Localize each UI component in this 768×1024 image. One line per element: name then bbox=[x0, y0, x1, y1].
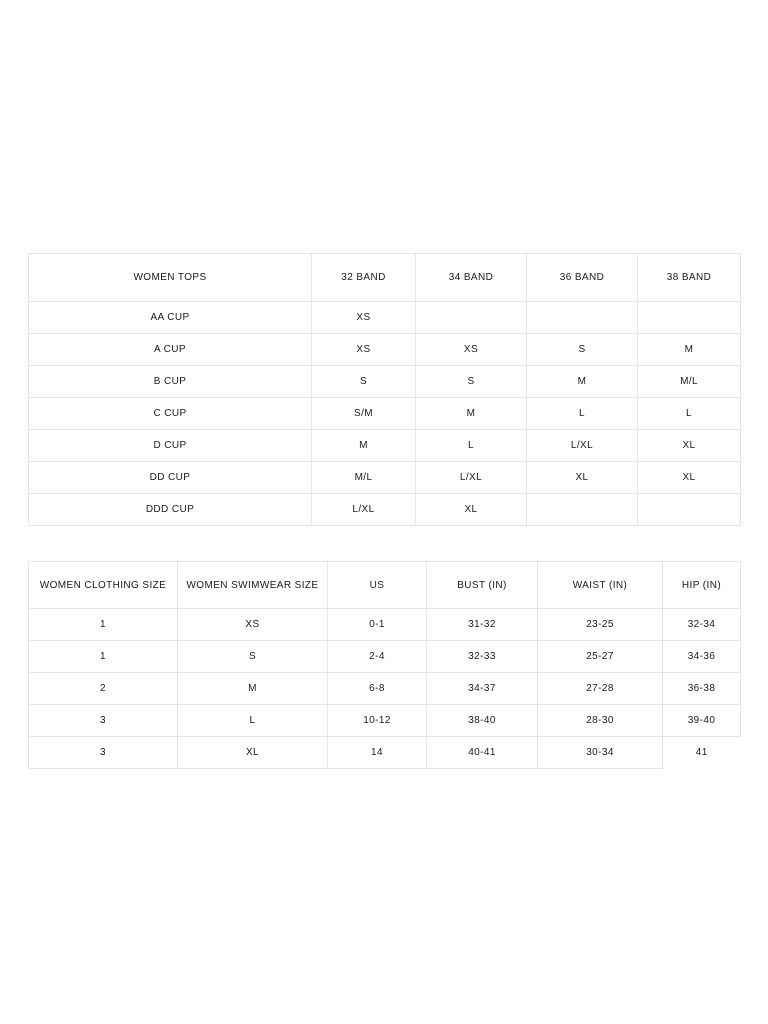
table-cell: 25-27 bbox=[538, 641, 663, 673]
table-cell: XL bbox=[638, 430, 741, 462]
table-cell: M bbox=[312, 430, 416, 462]
table-cell: 38-40 bbox=[427, 705, 538, 737]
column-header-bust-in: BUST (IN) bbox=[427, 562, 538, 609]
table-row-c-cup bbox=[29, 398, 741, 430]
table-cell: XL bbox=[178, 737, 328, 769]
table-cell: 39-40 bbox=[663, 705, 741, 737]
table-row-s bbox=[29, 641, 741, 673]
table-cell: 0-1 bbox=[328, 609, 427, 641]
table-row-b-cup bbox=[29, 366, 741, 398]
table-cell: 34-37 bbox=[427, 673, 538, 705]
table-cell: 10-12 bbox=[328, 705, 427, 737]
table-cell: L bbox=[416, 430, 527, 462]
table-cell: 2 bbox=[29, 673, 178, 705]
table-cell: 3 bbox=[29, 737, 178, 769]
table-row-l bbox=[29, 705, 741, 737]
table-cell: S bbox=[178, 641, 328, 673]
table-cell: XL bbox=[638, 462, 741, 494]
row-label-d-cup: D CUP bbox=[29, 430, 312, 462]
table-row-xs bbox=[29, 609, 741, 641]
table-cell: 34-36 bbox=[663, 641, 741, 673]
table-row-ddd-cup bbox=[29, 494, 741, 526]
table-row-dd-cup bbox=[29, 462, 741, 494]
column-header-38-band: 38 BAND bbox=[638, 254, 741, 302]
table-cell: 6-8 bbox=[328, 673, 427, 705]
table-row-xl bbox=[29, 737, 741, 769]
table-cell: 1 bbox=[29, 609, 178, 641]
table-cell: M bbox=[178, 673, 328, 705]
women-swimwear-size-table bbox=[28, 561, 741, 769]
table-cell: XS bbox=[312, 334, 416, 366]
table-row-m bbox=[29, 673, 741, 705]
table-cell bbox=[638, 302, 741, 334]
table-cell: 23-25 bbox=[538, 609, 663, 641]
table-cell: 32-33 bbox=[427, 641, 538, 673]
table-cell: L bbox=[178, 705, 328, 737]
table-cell: L bbox=[638, 398, 741, 430]
table-cell: S bbox=[527, 334, 638, 366]
table-cell: 28-30 bbox=[538, 705, 663, 737]
row-label-dd-cup: DD CUP bbox=[29, 462, 312, 494]
table-cell: XS bbox=[178, 609, 328, 641]
column-header-us: US bbox=[328, 562, 427, 609]
table-cell: 14 bbox=[328, 737, 427, 769]
table-cell: 40-41 bbox=[427, 737, 538, 769]
swimwear-header-row bbox=[29, 562, 741, 609]
swimwear-table-title: WOMEN SWIMWEAR SIZE bbox=[178, 562, 328, 609]
table-row-d-cup bbox=[29, 430, 741, 462]
table-cell: 3 bbox=[29, 705, 178, 737]
column-header-34-band: 34 BAND bbox=[416, 254, 527, 302]
table-cell: L/XL bbox=[312, 494, 416, 526]
table-cell: 32-34 bbox=[663, 609, 741, 641]
table-cell bbox=[416, 302, 527, 334]
column-header-36-band: 36 BAND bbox=[527, 254, 638, 302]
table-cell: XL bbox=[416, 494, 527, 526]
table-row-a-cup bbox=[29, 334, 741, 366]
table-cell: 30-34 bbox=[538, 737, 663, 769]
table-cell: M/L bbox=[638, 366, 741, 398]
column-header-hip-in: HIP (IN) bbox=[663, 562, 741, 609]
table-cell: XL bbox=[527, 462, 638, 494]
table-cell: 41 bbox=[663, 737, 741, 769]
table-cell: M/L bbox=[312, 462, 416, 494]
row-label-a-cup: A CUP bbox=[29, 334, 312, 366]
table-cell: S bbox=[416, 366, 527, 398]
table-cell: S/M bbox=[312, 398, 416, 430]
table-cell: XS bbox=[416, 334, 527, 366]
table-cell bbox=[638, 494, 741, 526]
column-header-waist-in: WAIST (IN) bbox=[538, 562, 663, 609]
table-cell: 31-32 bbox=[427, 609, 538, 641]
table-cell: XS bbox=[312, 302, 416, 334]
women-tops-size-table bbox=[28, 253, 741, 526]
column-header-32-band: 32 BAND bbox=[312, 254, 416, 302]
table-cell: M bbox=[527, 366, 638, 398]
table-cell: 36-38 bbox=[663, 673, 741, 705]
column-header-women-clothing-size: WOMEN CLOTHING SIZE bbox=[29, 562, 178, 609]
table-cell: L/XL bbox=[527, 430, 638, 462]
table-cell: L bbox=[527, 398, 638, 430]
row-label-ddd-cup: DDD CUP bbox=[29, 494, 312, 526]
row-label-c-cup: C CUP bbox=[29, 398, 312, 430]
row-label-b-cup: B CUP bbox=[29, 366, 312, 398]
tops-table-title: WOMEN TOPS bbox=[29, 254, 312, 302]
table-cell: L/XL bbox=[416, 462, 527, 494]
table-cell: 27-28 bbox=[538, 673, 663, 705]
table-cell: M bbox=[638, 334, 741, 366]
table-cell: 2-4 bbox=[328, 641, 427, 673]
row-label-aa-cup: AA CUP bbox=[29, 302, 312, 334]
tops-header-row bbox=[29, 254, 741, 302]
table-row-aa-cup bbox=[29, 302, 741, 334]
table-cell: M bbox=[416, 398, 527, 430]
table-cell bbox=[527, 302, 638, 334]
table-cell bbox=[527, 494, 638, 526]
table-cell: 1 bbox=[29, 641, 178, 673]
table-cell: S bbox=[312, 366, 416, 398]
